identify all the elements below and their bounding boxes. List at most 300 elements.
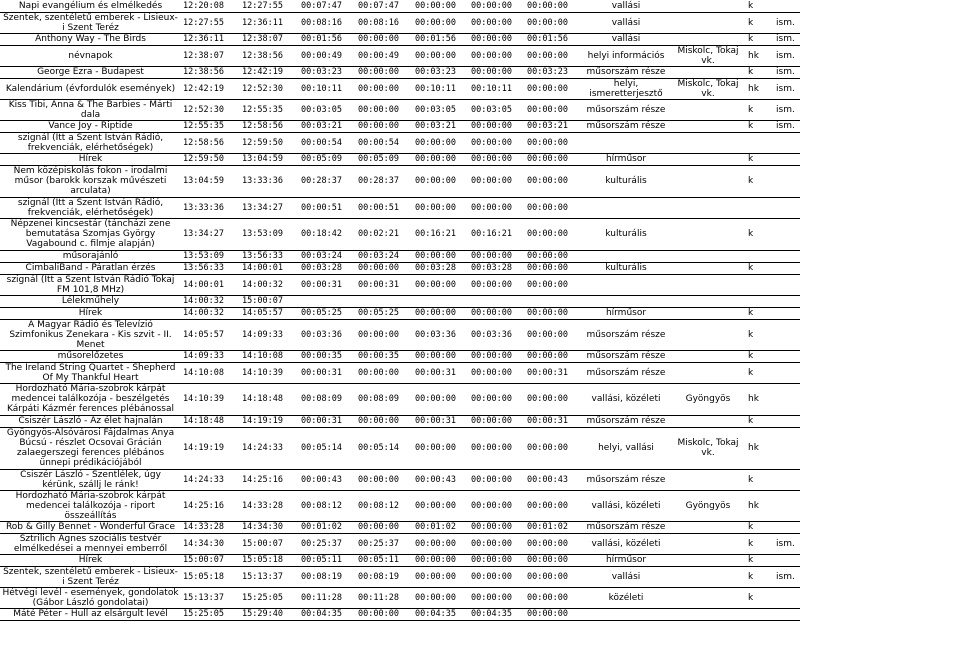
time-col-2-cell: 00:00:00 (413, 197, 469, 218)
repeat-flag-cell (774, 274, 800, 295)
start-time-cell: 14:09:33 (181, 350, 240, 362)
time-col-2-cell: 00:03:36 (413, 319, 469, 350)
location-cell (670, 218, 746, 250)
location-cell (670, 33, 746, 45)
time-col-3-cell: 00:16:21 (469, 218, 525, 250)
end-time-cell: 15:29:40 (240, 608, 299, 620)
time-col-2-cell: 00:00:00 (413, 383, 469, 415)
location-cell: Miskolc, Tokaj vk. (670, 45, 746, 66)
genre-cell (582, 132, 670, 153)
time-col-4-cell: 00:00:00 (525, 608, 582, 620)
table-row (0, 295, 800, 307)
program-title-cell: CimbaliBand - Páratlan érzés (0, 262, 181, 274)
start-time-cell: 12:58:56 (181, 132, 240, 153)
table-row (0, 250, 800, 262)
genre-cell: műsorszám része (582, 469, 670, 490)
code-cell: k (746, 587, 774, 608)
time-col-2-cell: 00:00:00 (413, 0, 469, 12)
time-col-2-cell: 00:00:00 (413, 427, 469, 469)
time-col-4-cell: 00:00:00 (525, 383, 582, 415)
time-col-1-cell: 00:02:21 (356, 218, 413, 250)
time-col-1-cell: 00:00:00 (356, 66, 413, 78)
time-col-4-cell: 00:00:31 (525, 415, 582, 427)
time-col-2-cell: 00:00:00 (413, 132, 469, 153)
program-title-cell: Vance Joy - Riptide (0, 120, 181, 132)
time-col-1-cell: 00:00:49 (356, 45, 413, 66)
repeat-flag-cell (774, 132, 800, 153)
time-col-4-cell: 00:00:00 (525, 262, 582, 274)
repeat-flag-cell: ism. (774, 120, 800, 132)
time-col-4-cell: 00:00:00 (525, 165, 582, 197)
time-col-3-cell: 00:00:00 (469, 469, 525, 490)
repeat-flag-cell: ism. (774, 45, 800, 66)
program-title-cell: Sztrilich Ágnes szociális testvér elmélkedései a mennyei emberről (0, 533, 181, 554)
time-col-2-cell: 00:01:02 (413, 521, 469, 533)
time-col-1-cell: 00:00:00 (356, 469, 413, 490)
program-title-cell: műsorajánló (0, 250, 181, 262)
table-row (0, 99, 800, 120)
time-col-1-cell: 00:00:00 (356, 33, 413, 45)
code-cell: k (746, 521, 774, 533)
end-time-cell: 15:05:18 (240, 554, 299, 566)
genre-cell: vallási (582, 12, 670, 33)
duration-cell: 00:04:35 (299, 608, 356, 620)
time-col-4-cell: 00:00:43 (525, 469, 582, 490)
time-col-4-cell: 00:03:23 (525, 66, 582, 78)
genre-cell: helyi, ismeretterjesztő (582, 78, 670, 99)
time-col-4-cell: 00:00:00 (525, 307, 582, 319)
time-col-3-cell: 00:00:00 (469, 554, 525, 566)
genre-cell: műsorszám része (582, 319, 670, 350)
time-col-2-cell: 00:00:00 (413, 153, 469, 165)
time-col-2-cell: 00:00:31 (413, 362, 469, 383)
time-col-3-cell: 00:00:00 (469, 165, 525, 197)
repeat-flag-cell: ism. (774, 78, 800, 99)
time-col-1-cell: 00:07:47 (356, 0, 413, 12)
duration-cell: 00:10:11 (299, 78, 356, 99)
time-col-3-cell: 00:00:00 (469, 120, 525, 132)
location-cell (670, 262, 746, 274)
time-col-2-cell: 00:16:21 (413, 218, 469, 250)
genre-cell: vallási (582, 0, 670, 12)
code-cell: k (746, 99, 774, 120)
time-col-1-cell: 00:00:51 (356, 197, 413, 218)
code-cell: k (746, 120, 774, 132)
table-row (0, 33, 800, 45)
location-cell (670, 533, 746, 554)
end-time-cell: 14:18:48 (240, 383, 299, 415)
code-cell: hk (746, 383, 774, 415)
code-cell (746, 274, 774, 295)
time-col-3-cell: 00:00:00 (469, 250, 525, 262)
start-time-cell: 13:56:33 (181, 262, 240, 274)
code-cell: k (746, 362, 774, 383)
time-col-2-cell: 00:00:00 (413, 12, 469, 33)
genre-cell: kulturális (582, 262, 670, 274)
program-title-cell: műsorelőzetes (0, 350, 181, 362)
duration-cell: 00:00:31 (299, 415, 356, 427)
genre-cell: helyi, vallási (582, 427, 670, 469)
time-col-1-cell: 00:00:00 (356, 319, 413, 350)
repeat-flag-cell (774, 383, 800, 415)
time-col-2-cell: 00:00:00 (413, 533, 469, 554)
program-title-cell: Csiszér László - Szentlélek, úgy kérünk, szállj le ránk! (0, 469, 181, 490)
repeat-flag-cell (774, 469, 800, 490)
end-time-cell: 13:53:09 (240, 218, 299, 250)
location-cell (670, 521, 746, 533)
end-time-cell: 12:38:56 (240, 45, 299, 66)
program-title-cell: Hordozható Mária-szobrok kárpát medencei találkozója - beszélgetés Kárpáti Kázmér ferences plébánossal (0, 383, 181, 415)
location-cell: Gyöngyös (670, 383, 746, 415)
start-time-cell: 14:33:28 (181, 521, 240, 533)
code-cell: k (746, 165, 774, 197)
time-col-2-cell: 00:01:56 (413, 33, 469, 45)
repeat-flag-cell (774, 0, 800, 12)
code-cell (746, 608, 774, 620)
start-time-cell: 14:18:48 (181, 415, 240, 427)
code-cell: k (746, 469, 774, 490)
time-col-1-cell: 00:05:09 (356, 153, 413, 165)
location-cell (670, 566, 746, 587)
table-row (0, 307, 800, 319)
repeat-flag-cell (774, 554, 800, 566)
start-time-cell: 14:10:08 (181, 362, 240, 383)
genre-cell: vallási, közéleti (582, 533, 670, 554)
start-time-cell: 15:25:05 (181, 608, 240, 620)
genre-cell: kulturális (582, 165, 670, 197)
duration-cell: 00:08:16 (299, 12, 356, 33)
repeat-flag-cell (774, 415, 800, 427)
table-row (0, 490, 800, 521)
table-row (0, 132, 800, 153)
start-time-cell: 14:10:39 (181, 383, 240, 415)
table-row (0, 274, 800, 295)
location-cell (670, 250, 746, 262)
genre-cell: hírműsor (582, 554, 670, 566)
end-time-cell: 14:09:33 (240, 319, 299, 350)
time-col-4-cell: 00:00:00 (525, 533, 582, 554)
table-row (0, 469, 800, 490)
repeat-flag-cell (774, 521, 800, 533)
time-col-2-cell: 00:00:00 (413, 307, 469, 319)
end-time-cell: 14:34:30 (240, 521, 299, 533)
time-col-1-cell: 00:00:00 (356, 608, 413, 620)
table-row (0, 415, 800, 427)
location-cell (670, 350, 746, 362)
duration-cell: 00:05:25 (299, 307, 356, 319)
end-time-cell: 12:58:56 (240, 120, 299, 132)
program-title-cell: Rob & Gilly Bennet - Wonderful Grace (0, 521, 181, 533)
time-col-3-cell (469, 295, 525, 307)
program-title-cell: Anthony Way - The Birds (0, 33, 181, 45)
time-col-3-cell: 00:00:00 (469, 415, 525, 427)
program-title-cell: Kiss Tibi, Anna & The Barbies - Márti dala (0, 99, 181, 120)
time-col-1-cell: 00:03:24 (356, 250, 413, 262)
table-row (0, 587, 800, 608)
time-col-4-cell: 00:01:56 (525, 33, 582, 45)
duration-cell: 00:05:14 (299, 427, 356, 469)
code-cell: hk (746, 78, 774, 99)
end-time-cell: 14:24:33 (240, 427, 299, 469)
time-col-1-cell: 00:11:28 (356, 587, 413, 608)
code-cell: hk (746, 490, 774, 521)
genre-cell: kulturális (582, 218, 670, 250)
location-cell (670, 99, 746, 120)
end-time-cell: 14:10:39 (240, 362, 299, 383)
end-time-cell: 12:52:30 (240, 78, 299, 99)
start-time-cell: 14:24:33 (181, 469, 240, 490)
location-cell (670, 295, 746, 307)
time-col-3-cell: 00:00:00 (469, 383, 525, 415)
location-cell (670, 132, 746, 153)
repeat-flag-cell (774, 295, 800, 307)
table-row (0, 78, 800, 99)
genre-cell: műsorszám része (582, 362, 670, 383)
time-col-4-cell: 00:00:00 (525, 153, 582, 165)
table-row (0, 362, 800, 383)
time-col-4-cell: 00:00:00 (525, 132, 582, 153)
duration-cell: 00:00:51 (299, 197, 356, 218)
time-col-4-cell: 00:01:02 (525, 521, 582, 533)
table-row (0, 12, 800, 33)
location-cell (670, 469, 746, 490)
table-row (0, 521, 800, 533)
program-title-cell: Szentek, szentéletű emberek - Lisieux-i Szent Teréz (0, 12, 181, 33)
time-col-3-cell: 00:00:00 (469, 350, 525, 362)
time-col-3-cell: 00:00:00 (469, 566, 525, 587)
start-time-cell: 14:25:16 (181, 490, 240, 521)
start-time-cell: 15:13:37 (181, 587, 240, 608)
start-time-cell: 12:59:50 (181, 153, 240, 165)
location-cell (670, 587, 746, 608)
table-row (0, 262, 800, 274)
genre-cell: műsorszám része (582, 350, 670, 362)
start-time-cell: 13:34:27 (181, 218, 240, 250)
code-cell (746, 250, 774, 262)
time-col-2-cell: 00:00:00 (413, 554, 469, 566)
code-cell: k (746, 566, 774, 587)
time-col-1-cell: 00:25:37 (356, 533, 413, 554)
end-time-cell: 13:04:59 (240, 153, 299, 165)
program-title-cell: névnapok (0, 45, 181, 66)
code-cell (746, 132, 774, 153)
start-time-cell: 13:33:36 (181, 197, 240, 218)
time-col-1-cell: 00:00:00 (356, 262, 413, 274)
repeat-flag-cell (774, 262, 800, 274)
time-col-2-cell: 00:03:23 (413, 66, 469, 78)
end-time-cell: 14:00:01 (240, 262, 299, 274)
duration-cell: 00:00:54 (299, 132, 356, 153)
table-row (0, 566, 800, 587)
repeat-flag-cell (774, 490, 800, 521)
genre-cell: vallási, közéleti (582, 490, 670, 521)
time-col-3-cell: 00:04:35 (469, 608, 525, 620)
repeat-flag-cell (774, 362, 800, 383)
code-cell: k (746, 533, 774, 554)
location-cell (670, 608, 746, 620)
program-title-cell: Csiszér László - Az élet hajnalán (0, 415, 181, 427)
start-time-cell: 14:00:01 (181, 274, 240, 295)
time-col-3-cell: 00:00:00 (469, 33, 525, 45)
repeat-flag-cell: ism. (774, 12, 800, 33)
start-time-cell: 14:05:57 (181, 319, 240, 350)
location-cell (670, 197, 746, 218)
time-col-1-cell: 00:28:37 (356, 165, 413, 197)
time-col-4-cell: 00:00:00 (525, 554, 582, 566)
program-title-cell: Gyöngyös-Alsóvárosi Fájdalmas Anya Búcsú - részlet Ocsovai Grácián zalaegerszegi ferences plébános ünnepi prédikációjából (0, 427, 181, 469)
location-cell (670, 12, 746, 33)
time-col-4-cell: 00:00:00 (525, 566, 582, 587)
genre-cell: hírműsor (582, 307, 670, 319)
location-cell: Miskolc, Tokaj vk. (670, 78, 746, 99)
time-col-4-cell: 00:00:00 (525, 45, 582, 66)
table-row (0, 120, 800, 132)
time-col-2-cell: 00:00:43 (413, 469, 469, 490)
location-cell (670, 165, 746, 197)
genre-cell: közéleti (582, 587, 670, 608)
repeat-flag-cell (774, 427, 800, 469)
time-col-3-cell: 00:00:00 (469, 45, 525, 66)
end-time-cell: 14:25:16 (240, 469, 299, 490)
time-col-4-cell: 00:00:00 (525, 250, 582, 262)
time-col-3-cell: 00:00:00 (469, 12, 525, 33)
end-time-cell: 12:59:50 (240, 132, 299, 153)
duration-cell: 00:03:24 (299, 250, 356, 262)
duration-cell: 00:05:09 (299, 153, 356, 165)
genre-cell (582, 197, 670, 218)
program-title-cell: George Ezra - Budapest (0, 66, 181, 78)
repeat-flag-cell (774, 587, 800, 608)
start-time-cell: 13:53:09 (181, 250, 240, 262)
time-col-3-cell: 00:03:05 (469, 99, 525, 120)
end-time-cell: 12:27:55 (240, 0, 299, 12)
location-cell (670, 0, 746, 12)
duration-cell: 00:03:28 (299, 262, 356, 274)
table-row (0, 153, 800, 165)
end-time-cell: 12:55:35 (240, 99, 299, 120)
duration-cell: 00:00:43 (299, 469, 356, 490)
program-title-cell: Hírek (0, 153, 181, 165)
table-row (0, 350, 800, 362)
duration-cell: 00:00:49 (299, 45, 356, 66)
duration-cell: 00:00:31 (299, 362, 356, 383)
time-col-4-cell: 00:00:00 (525, 350, 582, 362)
time-col-3-cell: 00:03:28 (469, 262, 525, 274)
time-col-4-cell: 00:00:00 (525, 427, 582, 469)
time-col-1-cell: 00:00:00 (356, 99, 413, 120)
duration-cell: 00:18:42 (299, 218, 356, 250)
time-col-1-cell: 00:00:00 (356, 78, 413, 99)
time-col-2-cell: 00:00:00 (413, 490, 469, 521)
genre-cell: műsorszám része (582, 521, 670, 533)
duration-cell: 00:03:36 (299, 319, 356, 350)
table-row (0, 165, 800, 197)
end-time-cell: 13:34:27 (240, 197, 299, 218)
repeat-flag-cell: ism. (774, 33, 800, 45)
time-col-2-cell: 00:00:00 (413, 350, 469, 362)
genre-cell (582, 295, 670, 307)
program-title-cell: Népzenei kincsestár (táncházi zene bemutatása Szomjas György Vagabound c. filmje alapján) (0, 218, 181, 250)
time-col-3-cell: 00:00:00 (469, 490, 525, 521)
program-title-cell: szignál (Itt a Szent István Rádió, frekvenciák, elérhetőségek) (0, 132, 181, 153)
table-row (0, 197, 800, 218)
duration-cell: 00:25:37 (299, 533, 356, 554)
program-title-cell: Hírek (0, 307, 181, 319)
start-time-cell: 14:34:30 (181, 533, 240, 554)
time-col-1-cell: 00:00:35 (356, 350, 413, 362)
end-time-cell: 14:33:28 (240, 490, 299, 521)
program-title-cell: Lélekműhely (0, 295, 181, 307)
table-row (0, 533, 800, 554)
genre-cell: vallási, közéleti (582, 383, 670, 415)
time-col-4-cell: 00:03:21 (525, 120, 582, 132)
code-cell: k (746, 554, 774, 566)
repeat-flag-cell (774, 165, 800, 197)
program-title-cell: Napi evangélium és elmélkedés (0, 0, 181, 12)
time-col-1-cell: 00:05:14 (356, 427, 413, 469)
table-row (0, 218, 800, 250)
table-row (0, 427, 800, 469)
time-col-4-cell: 00:00:00 (525, 587, 582, 608)
genre-cell: műsorszám része (582, 66, 670, 78)
time-col-3-cell: 00:00:00 (469, 521, 525, 533)
end-time-cell: 14:00:32 (240, 274, 299, 295)
genre-cell (582, 250, 670, 262)
time-col-1-cell: 00:00:54 (356, 132, 413, 153)
end-time-cell: 15:13:37 (240, 566, 299, 587)
time-col-1-cell: 00:05:11 (356, 554, 413, 566)
location-cell (670, 307, 746, 319)
time-col-1-cell: 00:08:19 (356, 566, 413, 587)
location-cell (670, 554, 746, 566)
start-time-cell: 12:38:56 (181, 66, 240, 78)
genre-cell (582, 274, 670, 295)
time-col-4-cell: 00:00:31 (525, 362, 582, 383)
location-cell (670, 274, 746, 295)
time-col-3-cell: 00:10:11 (469, 78, 525, 99)
start-time-cell: 14:19:19 (181, 427, 240, 469)
program-title-cell: A Magyar Rádió és Televízió Szimfonikus Zenekara - Kis szvit - II. Menet (0, 319, 181, 350)
start-time-cell: 12:42:19 (181, 78, 240, 99)
genre-cell: műsorszám része (582, 415, 670, 427)
location-cell (670, 66, 746, 78)
repeat-flag-cell (774, 608, 800, 620)
start-time-cell: 12:36:11 (181, 33, 240, 45)
time-col-3-cell: 00:00:00 (469, 307, 525, 319)
location-cell (670, 120, 746, 132)
start-time-cell: 14:00:32 (181, 307, 240, 319)
program-title-cell: Kalendárium (évfordulók események) (0, 78, 181, 99)
end-time-cell: 14:05:57 (240, 307, 299, 319)
end-time-cell: 15:00:07 (240, 533, 299, 554)
code-cell: k (746, 319, 774, 350)
time-col-2-cell: 00:03:21 (413, 120, 469, 132)
end-time-cell: 12:36:11 (240, 12, 299, 33)
program-title-cell: Hordozható Mária-szobrok kárpát medencei találkozója - riport összeállítás (0, 490, 181, 521)
table-row (0, 319, 800, 350)
time-col-2-cell: 00:03:05 (413, 99, 469, 120)
repeat-flag-cell (774, 307, 800, 319)
program-title-cell: Hírek (0, 554, 181, 566)
time-col-3-cell: 00:00:00 (469, 587, 525, 608)
duration-cell: 00:07:47 (299, 0, 356, 12)
repeat-flag-cell: ism. (774, 99, 800, 120)
time-col-1-cell: 00:08:12 (356, 490, 413, 521)
time-col-1-cell: 00:00:00 (356, 521, 413, 533)
time-col-3-cell: 00:00:00 (469, 533, 525, 554)
program-title-cell: Hétvégi levél - események, gondolatok (Gábor László gondolatai) (0, 587, 181, 608)
time-col-1-cell: 00:00:00 (356, 362, 413, 383)
